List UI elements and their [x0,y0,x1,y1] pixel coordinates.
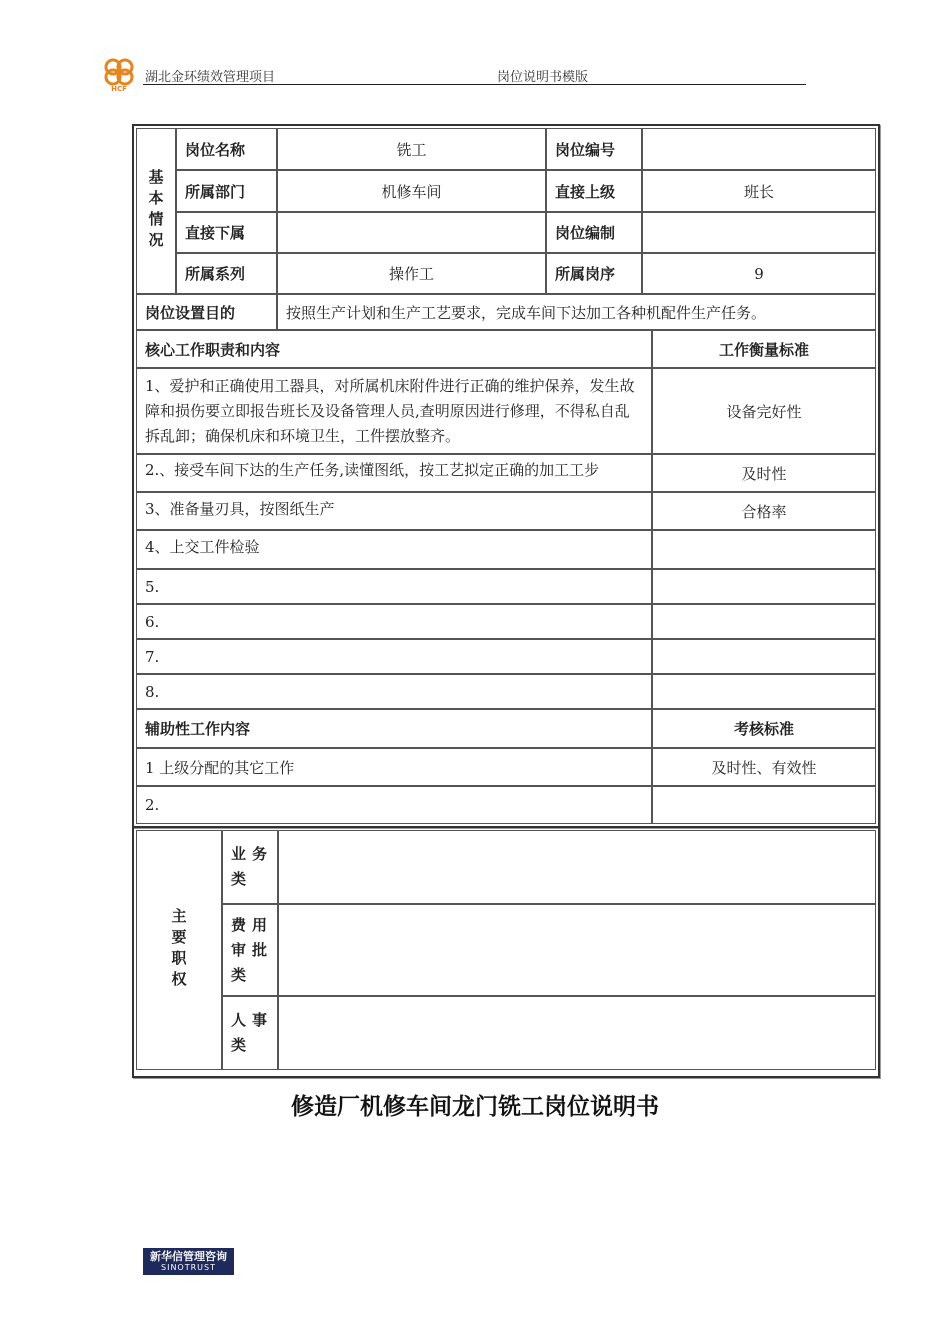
header-rule [143,84,806,85]
position-no-value [642,128,876,170]
headcount-value [642,212,876,253]
auxiliary-standard-header: 考核标准 [652,709,876,748]
authority-personnel-label: 人事类 [222,996,278,1070]
header-doc-type: 岗位说明书模版 [497,70,589,85]
authority-expense-value [278,904,876,996]
core-item-2-standard: 及时性 [652,454,876,492]
series-value: 操作工 [277,253,546,294]
core-item-6: 6. [136,604,652,639]
subordinate-label: 直接下属 [176,212,277,253]
position-description-table [132,124,880,1078]
company-logo-icon [100,56,138,92]
rank-label: 所属岗序 [546,253,642,294]
core-item-5: 5. [136,569,652,604]
series-label: 所属系列 [176,253,277,294]
department-label: 所属部门 [176,170,277,212]
core-duties-header: 核心工作职责和内容 [136,330,652,368]
core-item-7-standard [652,639,876,674]
position-name-value: 铣工 [277,128,546,170]
core-item-3: 3、准备量刃具，按图纸生产 [136,492,652,530]
core-item-6-standard [652,604,876,639]
core-item-4-standard [652,530,876,569]
department-value: 机修车间 [277,170,546,212]
header-company: 湖北金环绩效管理项目 [145,70,276,85]
core-standard-header: 工作衡量标准 [652,330,876,368]
core-item-2: 2.、接受车间下达的生产任务,读懂图纸，按工艺拟定正确的加工工步 [136,454,652,492]
supervisor-value: 班长 [642,170,876,212]
core-item-7: 7. [136,639,652,674]
core-item-5-standard [652,569,876,604]
logo-text: HCF [111,85,127,92]
supervisor-label: 直接上级 [546,170,642,212]
authority-business-label: 业务类 [222,830,278,904]
authority-business-value [278,830,876,904]
subordinate-value [277,212,546,253]
core-item-1-standard: 设备完好性 [652,368,876,454]
auxiliary-item-1: 1 上级分配的其它工作 [136,748,652,786]
document-title: 修造厂机修车间龙门铣工岗位说明书 [291,1094,659,1120]
auxiliary-header: 辅助性工作内容 [136,709,652,748]
auxiliary-item-2-standard [652,786,876,824]
authority-label: 主要职权 [136,830,222,1070]
footer-brand-en: SINOTRUST [161,1263,216,1272]
rank-value: 9 [642,253,876,294]
purpose-text: 按照生产计划和生产工艺要求，完成车间下达加工各种机配件生产任务。 [277,294,876,330]
auxiliary-item-2: 2. [136,786,652,824]
purpose-label: 岗位设置目的 [136,294,277,330]
authority-expense-label: 费用审批类 [222,904,278,996]
authority-personnel-value [278,996,876,1070]
footer-brand-logo [143,1248,234,1275]
position-no-label: 岗位编号 [546,128,642,170]
core-item-3-standard: 合格率 [652,492,876,530]
core-item-8-standard [652,674,876,709]
footer-brand-cn: 新华信管理咨询 [150,1250,227,1263]
core-item-1: 1、爱护和正确使用工器具，对所属机床附件进行正确的维护保养，发生故障和损伤要立即报告班长及设备管理人员,查明原因进行修理，不得私自乱拆乱卸；确保机床和环境卫生，工件摆放整齐。 [136,368,652,454]
basic-section-label: 基本情况 [136,128,176,294]
headcount-label: 岗位编制 [546,212,642,253]
position-name-label: 岗位名称 [176,128,277,170]
core-item-4: 4、上交工件检验 [136,530,652,569]
core-item-8: 8. [136,674,652,709]
auxiliary-item-1-standard: 及时性、有效性 [652,748,876,786]
